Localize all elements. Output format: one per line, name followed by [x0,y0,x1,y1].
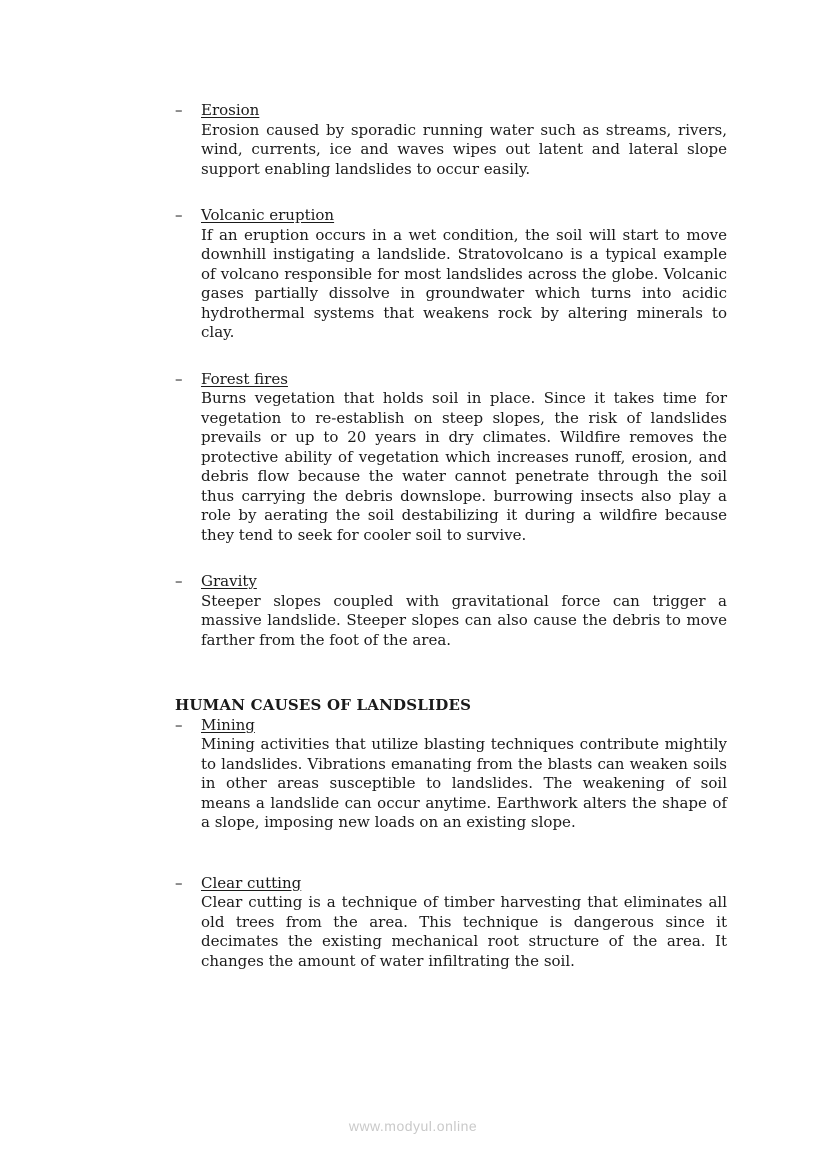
dash-bullet: – [175,715,183,734]
dash-bullet: – [175,206,183,224]
item-heading-volcanic-eruption: Volcanic eruption [201,206,335,224]
dash-bullet: – [175,572,183,590]
item-heading-mining: Mining [201,715,255,734]
item-heading-clear-cutting: Clear cutting [201,873,302,892]
item-body-gravity: Steeper slopes coupled with gravitational force can trigger a massive landslide. Steeper slopes can also cause the debris to move farther from the foot of the area. [201,591,727,649]
list-item-erosion [175,101,727,179]
item-body-erosion: Erosion caused by sporadic running water such as streams, rivers, wind, currents, ice and waves wipes out latent and lateral slope support enabling landslides to occur easily. [201,120,727,178]
item-heading-erosion: Erosion [201,101,260,119]
item-heading-forest-fires: Forest fires [201,369,288,388]
section-heading-human-causes: HUMAN CAUSES OF LANDSLIDES [175,696,472,714]
dash-bullet: – [175,101,183,119]
watermark-text: www.modyul.online [348,1118,478,1134]
list-item-forest-fires [175,370,727,546]
watermark-footer [0,1118,826,1134]
item-body-mining: Mining activities that utilize blasting techniques contribute mightily to landslides. Vibrations emanating from the blasts can weaken soils in other areas susceptible to landslides. The weakening of soil means a landslide can occur anytime. Earthwork alters the shape of a slope, imposing new loads on an existing slope. [201,735,727,831]
list-item-volcanic-eruption [175,206,727,343]
list-item-mining [175,716,727,833]
item-body-volcanic-eruption: If an eruption occurs in a wet condition, the soil will start to move downhill instigating a landslide. Stratovolcano is a typical example of volcano responsible for most landslides across the globe. Volcanic gases partially dissolve in groundwater which turns into acidic hydrothermal systems that weakens rock by altering minerals to clay. [201,225,727,341]
page-content [175,101,727,971]
item-body-forest-fires: Burns vegetation that holds soil in place. Since it takes time for vegetation to re-establish on steep slopes, the risk of landslides prevails or up to 20 years in dry climates. Wildfire removes the protective ability of vegetation which increases runoff, erosion, and debris flow because the water cannot penetrate through the soil thus carrying the debris downslope. burrowing insects also play a role by aerating the soil destabilizing it during a wildfire because they tend to seek for cooler soil to survive. [201,389,727,544]
dash-bullet: – [175,369,183,388]
list-item-clear-cutting [175,874,727,972]
list-item-gravity [175,572,727,650]
item-heading-gravity: Gravity [201,572,257,590]
dash-bullet: – [175,873,183,892]
item-body-clear-cutting: Clear cutting is a technique of timber harvesting that eliminates all old trees from the area. This technique is dangerous since it decimates the existing mechanical root structure of the area. It changes the amount of water infiltrating the soil. [201,893,727,970]
